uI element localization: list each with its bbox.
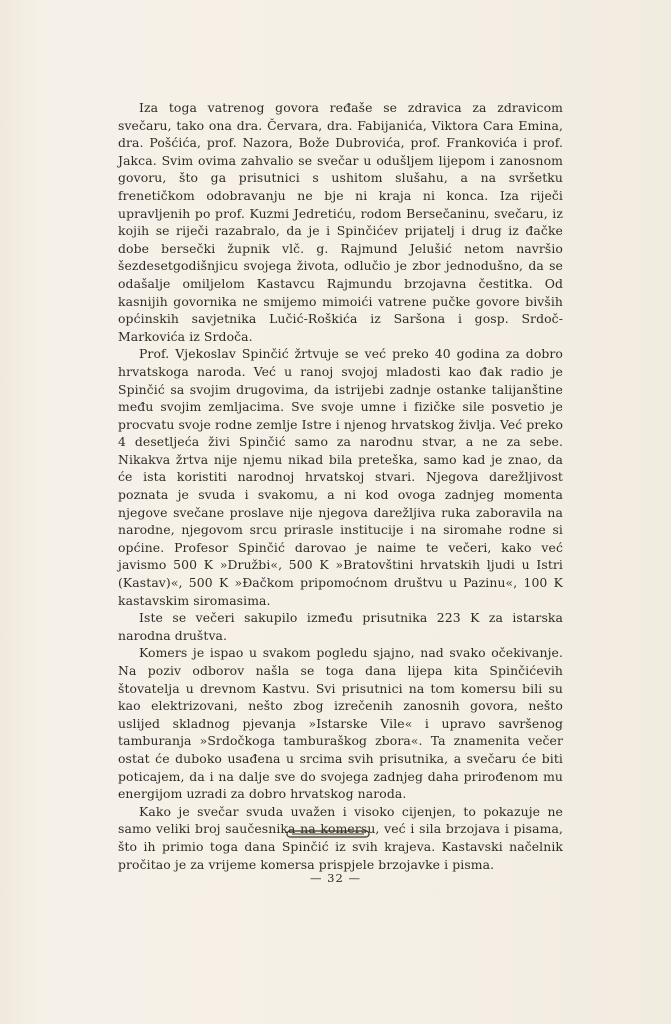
paragraph-2: Prof. Vjekoslav Spinčić žrtvuje se već preko 40 godina za dobro hrvatskoga naroda. Već u ranoj svojoj mladosti kao đak radio je Spinčić sa svojim drugovima, da istrijebi zadnje ostanke talijanštine među svojim zemljacima. Sve svoje umne i fizičke sile posvetio je procvatu svoje rodne zemlje Istre i njenog hrvatskog življa. Već preko 4 desetljeća živi Spinčić samo za narodnu stvar, a ne za sebe. Nikakva žrtva nije njemu nikad bila preteška, samo kad je znao, da će ista koristiti narodnoj hrvatskoj stvari. Njegova darežljivost poznata je svuda i svakomu, a ni kod ovoga zadnjeg momenta njegove svečane proslave nije njegova darežljiva ruka zaboravila na narodne, njegovom srcu prirasle institucije i na siromahe rodne si općine. Profesor Spinčić darovao je naime te večeri, kako već javismo 500 K »Družbi«, 500 K »Bratovštini hrvatskih ljudi u Istri (Kastav)«, 500 K »Đačkom pripomoćnom društvu u Pazinu«, 100 K kastavskim siromasima. — [118, 346, 563, 608]
page-number: — 32 — — [310, 871, 361, 885]
section-divider-ornament — [286, 830, 370, 838]
body-text — [118, 99, 563, 873]
paragraph-5: Kako je svečar svuda uvažen i visoko cijenjen, to pokazuje ne samo veliki broj saučesnika na komersu, već i sila brzojava i pisama, što ih primio toga dana Spinčić iz svih krajeva. Kastavski načelnik pročitao je za vrijeme komersa prispjele brzojavke i pisma. — [118, 803, 563, 872]
paragraph-3: Iste se večeri sakupilo između prisutnika 223 K za istarska narodna društva. — [118, 610, 563, 643]
paragraph-4: Komers je ispao u svakom pogledu sjajno, nad svako očekivanje. Na poziv odborov našla se toga dana lijepa kita Spinčićevih štovatelja u drevnom Kastvu. Svi prisutnici na tom komersu bili su kao elektrizovani, nešto zbog izrečenih zanosnih govora, nešto uslijed skladnog pjevanja »Istarske Vile« i upravo savršenog tamburanja »Srdočkoga tamburaškog zbora«. Ta znamenita večer ostat će duboko usađena u srcima svih prisutnika, a svečaru će biti poticajem, da i na dalje sve do svojega zadnjeg daha prirođenom mu energijom uzradi za dobro hrvatskog naroda. — [118, 645, 563, 802]
paragraph-1: Iza toga vatrenog govora rеđaše se zdravica za zdravicom svečaru, tako ona dra. Červara, dra. Fabijanića, Viktora Cara Emina, dra. Pošćića, prof. Nazora, Bože Dubrovića, prof. Frankovića i prof. Jakca. Svim ovima zahvalio se svečar u odušljem lijepom i zanosnom govoru, što ga prisutnici s ushitom slušahu, a na svršetku frenetičkom odobravanju ne bje ni kraja ni konca. Iza riječi upravljenih po prof. Kuzmi Jedretiću, rodom Bersečaninu, svečaru, iz kojih se riječi razabralo, da je i Spinčićev prijatelj i drug iz đačke dobe bersečki župnik vlč. g. Rajmund Jelušić netom navršio šezdesetgodišnjicu svojega života, odlučio je zbor jednodušno, da se odašalje omiljelom Kastavcu Rajmundu brzojavna čestitka. Od kasnijih govornika ne smijemo mimoići vatrene pučke govore bivših općinskih savjetnika Lučić-Roškića iz Saršona i gosp. Srdoč-Markovića iz Srdoča. — [118, 100, 563, 344]
